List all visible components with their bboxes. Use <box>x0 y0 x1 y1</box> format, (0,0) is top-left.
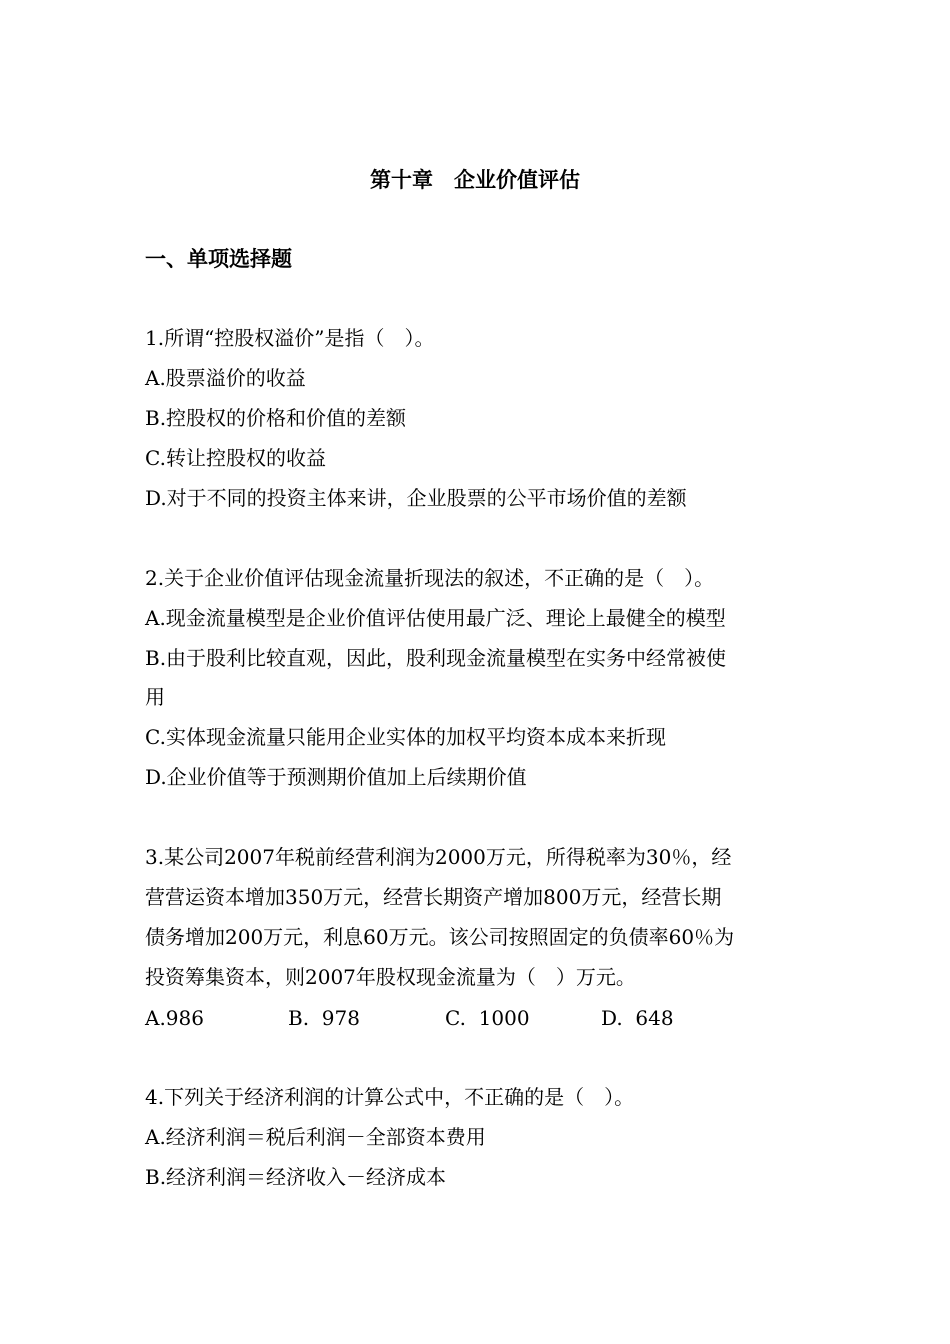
question-1-option-a: A.股票溢价的收益 <box>145 366 306 390</box>
question-3-option-a: A.986 <box>145 1006 204 1030</box>
question-2-stem: 2.关于企业价值评估现金流量折现法的叙述，不正确的是（ ）。 <box>145 566 715 590</box>
question-3-options <box>145 1003 805 1033</box>
question-2-option-d: D.企业价值等于预测期价值加上后续期价值 <box>145 765 527 789</box>
question-3-stem-line-3: 债务增加200万元，利息60万元。该公司按照固定的负债率60％为 <box>145 925 735 949</box>
question-2-option-c: C.实体现金流量只能用企业实体的加权平均资本成本来折现 <box>145 725 666 749</box>
question-3-stem-line-4: 投资筹集资本，则2007年股权现金流量为（ ）万元。 <box>145 965 636 989</box>
question-3-option-b: B. 978 <box>288 1006 360 1030</box>
question-2-option-b: B.由于股利比较直观，因此，股利现金流量模型在实务中经常被使 <box>145 646 727 670</box>
question-2-option-a: A.现金流量模型是企业价值评估使用最广泛、理论上最健全的模型 <box>145 606 726 630</box>
question-1-stem: 1.所谓“控股权溢价”是指（ ）。 <box>145 326 435 350</box>
question-3-option-c: C. 1000 <box>445 1006 530 1030</box>
question-3-stem-line-2: 营营运资本增加350万元，经营长期资产增加800万元，经营长期 <box>145 885 722 909</box>
question-2-option-b-continued: 用 <box>145 685 165 709</box>
question-4-stem: 4.下列关于经济利润的计算公式中，不正确的是（ ）。 <box>145 1085 635 1109</box>
section-heading: 一、单项选择题 <box>145 247 292 271</box>
question-1-option-c: C.转让控股权的收益 <box>145 446 326 470</box>
question-3-option-d: D. 648 <box>601 1006 674 1030</box>
question-1-option-d: D.对于不同的投资主体来讲，企业股票的公平市场价值的差额 <box>145 486 687 510</box>
question-4-option-b: B.经济利润＝经济收入－经济成本 <box>145 1165 447 1189</box>
question-1-option-b: B.控股权的价格和价值的差额 <box>145 406 407 430</box>
chapter-title: 第十章 企业价值评估 <box>370 168 580 192</box>
question-4-option-a: A.经济利润＝税后利润－全部资本费用 <box>145 1125 486 1149</box>
question-3-stem-line-1: 3.某公司2007年税前经营利润为2000万元，所得税率为30％，经 <box>145 845 732 869</box>
